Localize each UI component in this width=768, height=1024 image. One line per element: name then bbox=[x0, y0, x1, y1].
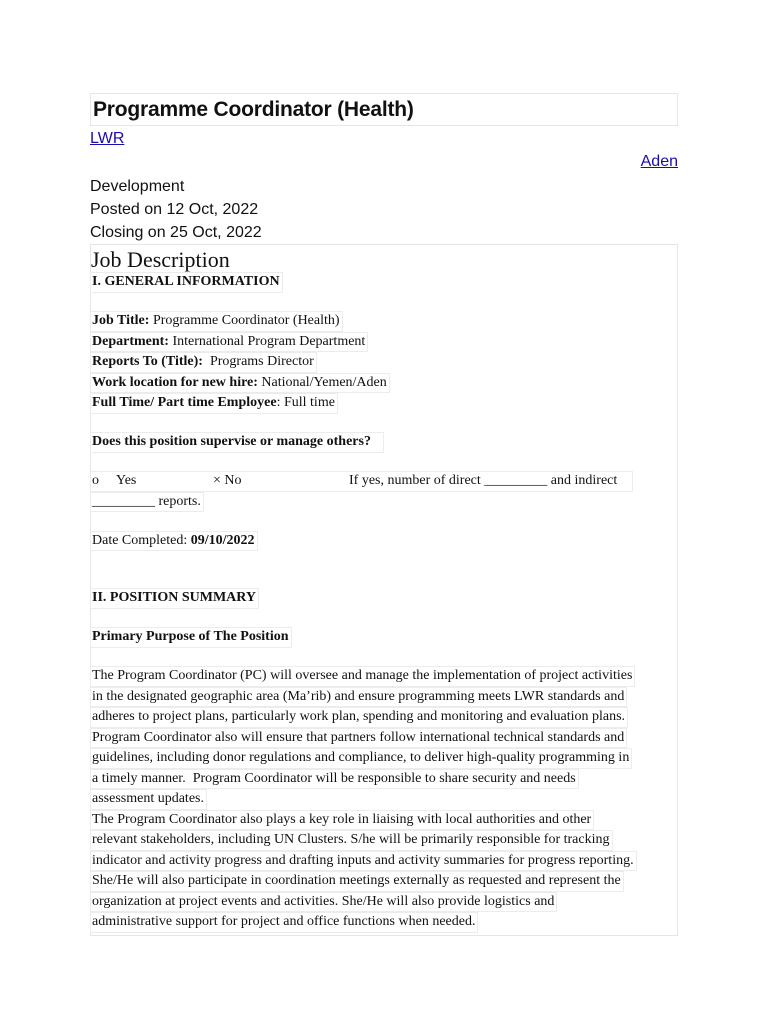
page-title: Programme Coordinator (Health) bbox=[93, 98, 414, 121]
summary-paragraph-2 bbox=[91, 810, 677, 933]
supervise-question: Does this position supervise or manage others? bbox=[90, 432, 384, 453]
title-box bbox=[90, 93, 678, 126]
text-line: a timely manner. Program Coordinator will be responsible to share security and needs bbox=[90, 769, 579, 790]
field-value: : Full time bbox=[276, 395, 335, 410]
field-work-location bbox=[91, 373, 677, 394]
field-employment-type bbox=[91, 393, 677, 414]
option-no: × No bbox=[213, 473, 242, 488]
summary-paragraph-1 bbox=[91, 666, 677, 810]
field-label: Reports To (Title): bbox=[92, 354, 203, 369]
text-line: She/He will also participate in coordination meetings externally as requested and represent the bbox=[90, 871, 624, 892]
organization-link[interactable]: LWR bbox=[90, 130, 125, 147]
field-value: National/Yemen/Aden bbox=[257, 374, 387, 390]
text-line: The Program Coordinator (PC) will oversee and manage the implementation of project activities bbox=[90, 666, 635, 687]
text-line: guidelines, including donor regulations and compliance, to deliver high-quality programming in bbox=[90, 748, 632, 769]
posted-date: Posted on 12 Oct, 2022 bbox=[90, 201, 259, 218]
field-job-title bbox=[91, 311, 677, 332]
category-text: Development bbox=[90, 178, 185, 195]
closing-date: Closing on 25 Oct, 2022 bbox=[90, 224, 262, 241]
text-line: The Program Coordinator also plays a key role in liaising with local authorities and other bbox=[90, 810, 594, 831]
section-general-information: I. GENERAL INFORMATION bbox=[90, 272, 283, 293]
field-value: International Program Department bbox=[168, 333, 366, 349]
organization bbox=[90, 129, 678, 149]
text-line: relevant stakeholders, including UN Clusters. S/he will be primarily responsible for tracking bbox=[90, 830, 613, 851]
field-label: Department: bbox=[92, 333, 169, 349]
date-value: 09/10/2022 bbox=[190, 532, 255, 548]
field-label: Work location for new hire: bbox=[92, 374, 258, 390]
text-line: indicator and activity progress and drafting inputs and activity summaries for progress reporting. bbox=[90, 851, 637, 872]
text-line: assessment updates. bbox=[90, 789, 207, 810]
date-completed bbox=[91, 531, 677, 552]
field-label: Full Time/ Part time Employee bbox=[92, 395, 277, 410]
text-line: administrative support for project and office functions when needed. bbox=[90, 912, 478, 933]
text-line: adheres to project plans, particularly work plan, spending and monitoring and evaluation plans. bbox=[90, 707, 628, 728]
field-value: Programs Director bbox=[202, 354, 314, 369]
indirect-reports-text: _________ reports. bbox=[90, 492, 204, 513]
field-department bbox=[91, 332, 677, 353]
job-description bbox=[90, 244, 678, 936]
field-value: Programme Coordinator (Health) bbox=[149, 313, 340, 328]
option-yes: Yes bbox=[116, 473, 137, 488]
text-line: Program Coordinator also will ensure that partners follow international technical standards and bbox=[90, 728, 627, 749]
date-label: Date Completed: bbox=[92, 532, 191, 548]
field-label: Job Title: bbox=[92, 313, 150, 328]
field-reports-to bbox=[91, 352, 677, 373]
job-posting bbox=[90, 93, 678, 936]
location-link[interactable]: Aden bbox=[640, 153, 678, 170]
text-line: in the designated geographic area (Ma’rib) and ensure programming meets LWR standards and bbox=[90, 687, 627, 708]
text-line: organization at project events and activities. She/He will also provide logistics and bbox=[90, 892, 557, 913]
purpose-heading: Primary Purpose of The Position bbox=[90, 627, 292, 648]
section-position-summary: II. POSITION SUMMARY bbox=[90, 588, 259, 609]
supervise-options bbox=[91, 471, 677, 492]
checkbox-icon: o bbox=[92, 473, 99, 488]
description-heading: Job Description bbox=[91, 247, 230, 272]
direct-reports-text: If yes, number of direct _________ and indirect bbox=[349, 473, 618, 488]
job-meta bbox=[90, 175, 678, 244]
location bbox=[90, 152, 678, 172]
